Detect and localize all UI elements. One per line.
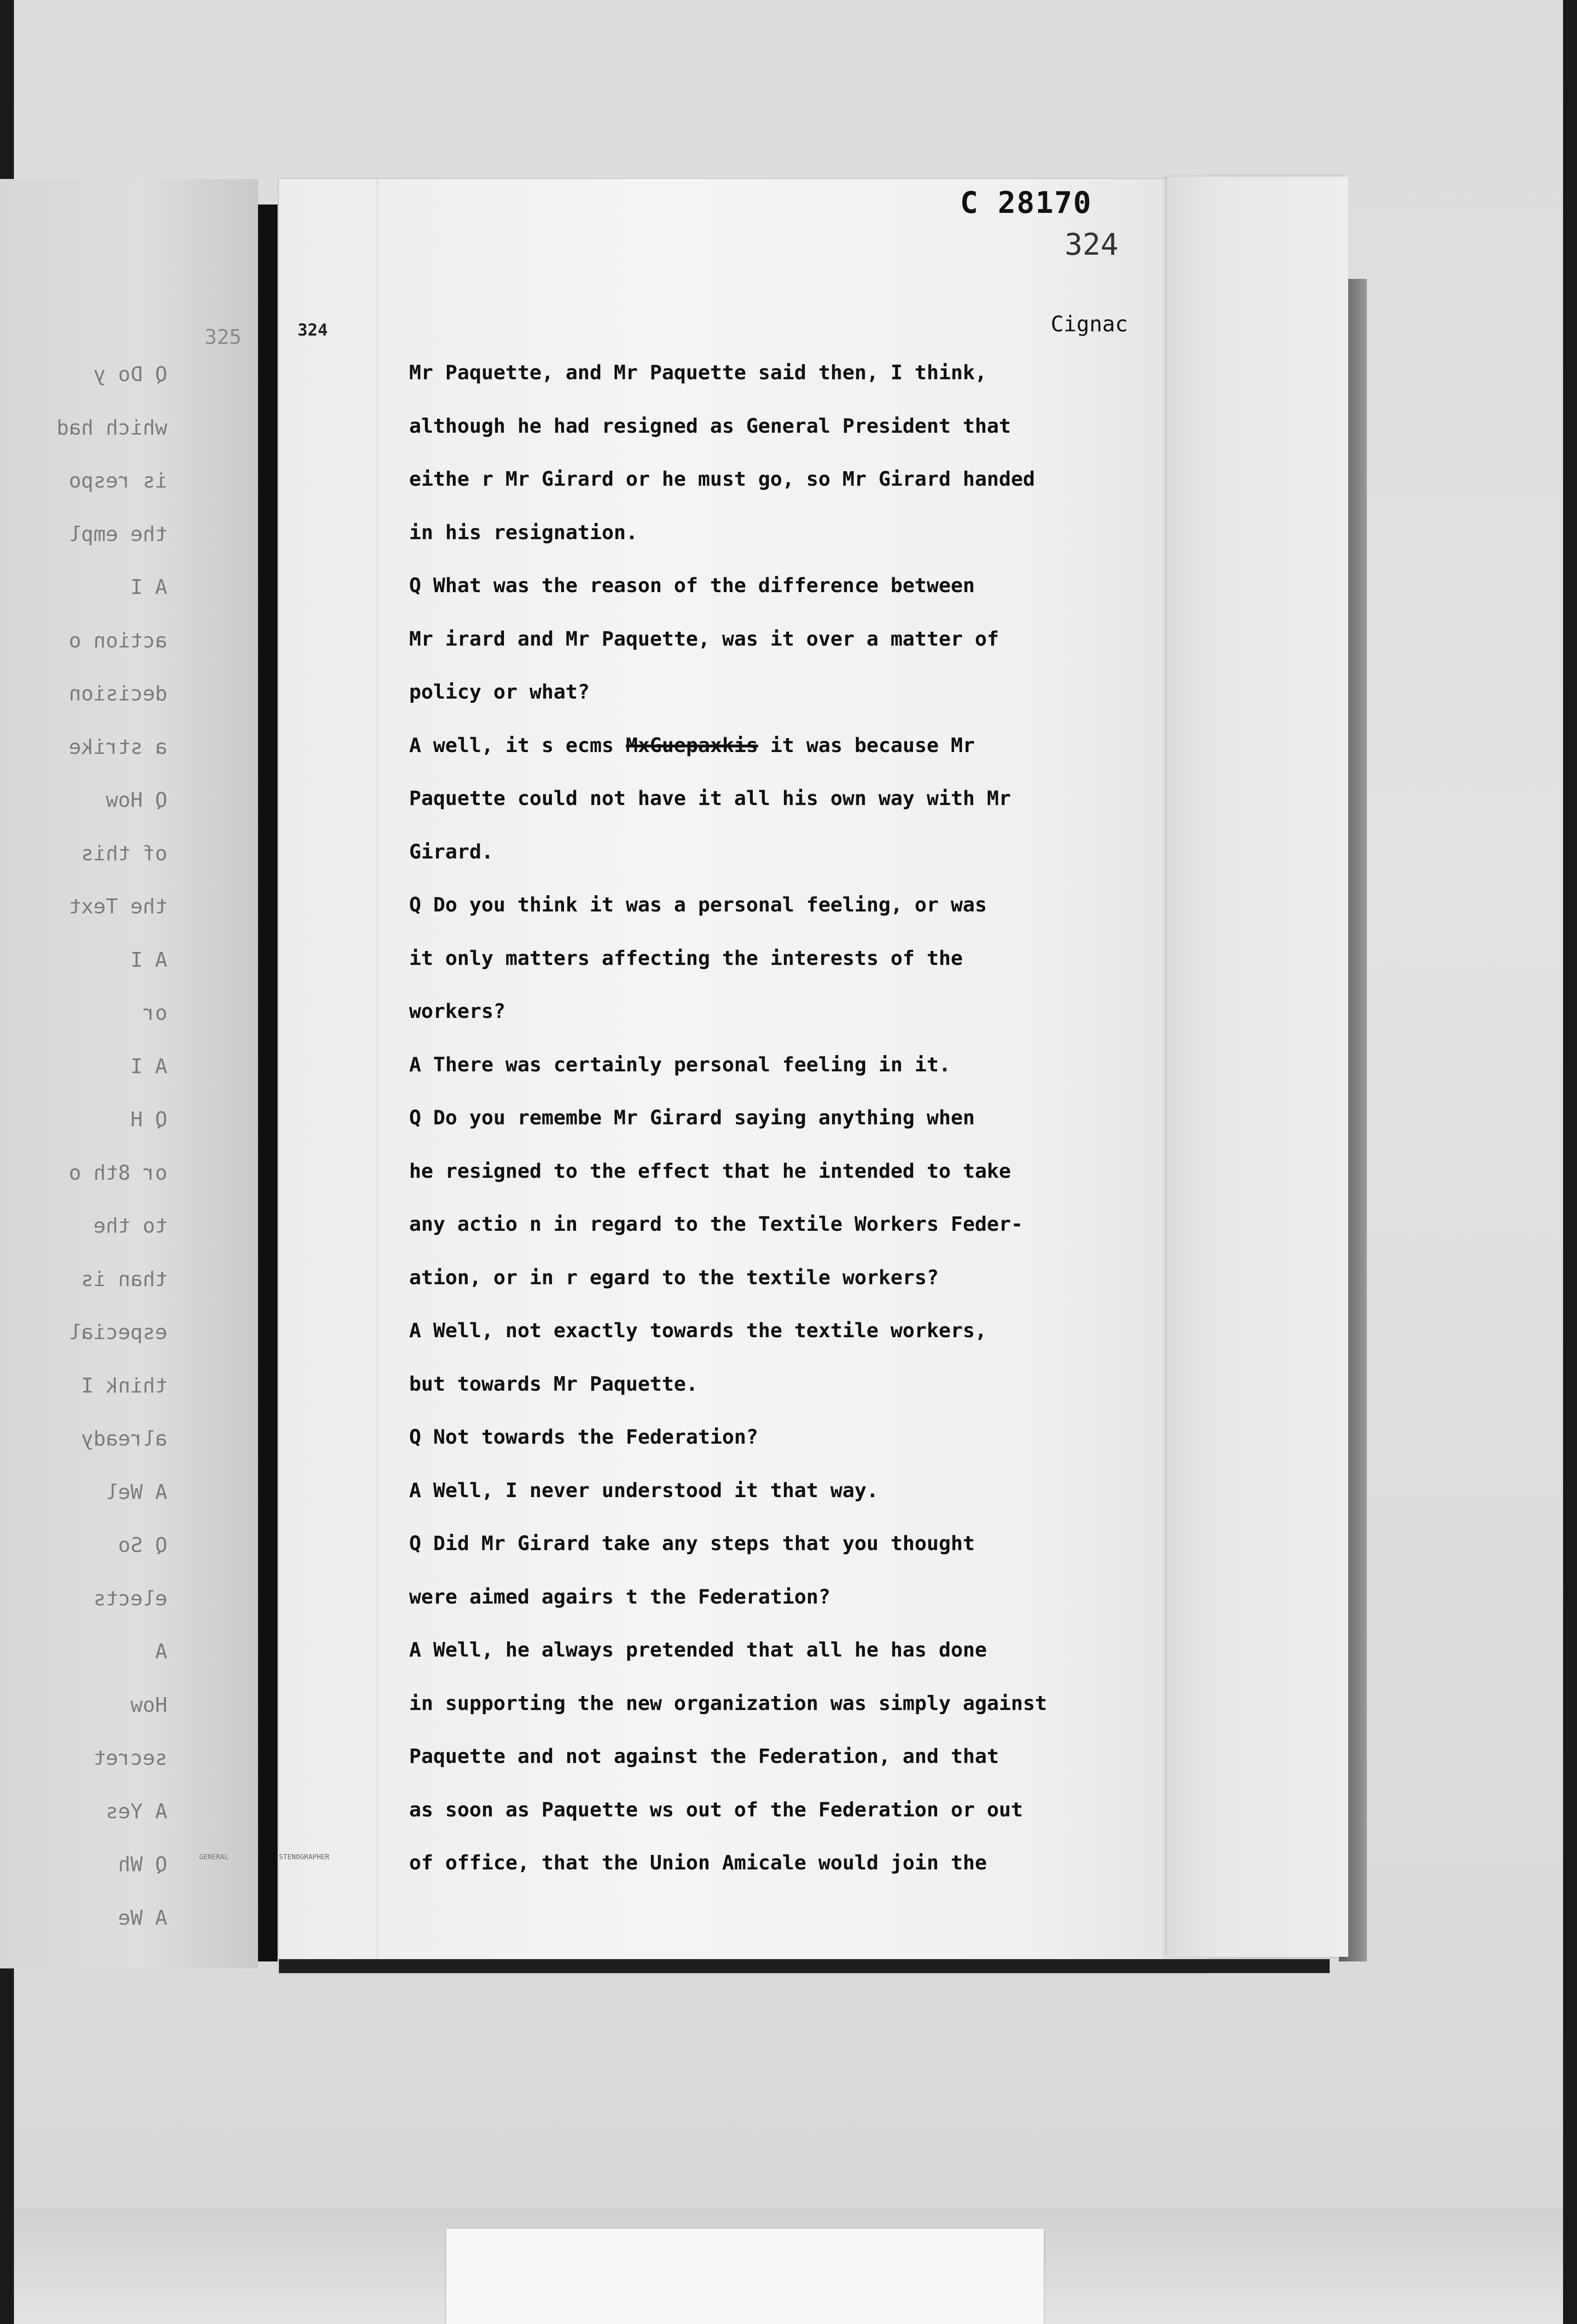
bleed-line: or 8th o — [69, 1161, 167, 1185]
stenographer-stamp: STENOGRAPHER — [279, 1853, 330, 1861]
bleed-line: Q So — [118, 1533, 167, 1557]
bleed-line: action o — [69, 628, 167, 653]
transcript-line: A There was certainly personal feeling in it. — [409, 1053, 951, 1076]
line-end: it was because Mr — [770, 733, 975, 757]
bleed-line: especial — [69, 1320, 167, 1344]
page-number: 324 — [1065, 228, 1119, 262]
margin-rule — [377, 179, 378, 1973]
bleed-line: Q H — [130, 1108, 167, 1131]
witness-name: Cignac — [1051, 311, 1128, 337]
bleed-line: a strike — [69, 735, 167, 759]
transcript-line: Paquette and not against the Federation, and that — [409, 1745, 999, 1768]
transcript-line: but towards Mr Paquette. — [409, 1372, 698, 1396]
transcript-line: it only matters affecting the interests of the — [409, 946, 963, 970]
bleed-line: already — [81, 1427, 167, 1451]
transcript-line: although he had resigned as General President that — [409, 414, 1011, 438]
transcript-line: any actio n in regard to the Textile Workers Feder- — [409, 1213, 1023, 1236]
transcript-line: Mr irard and Mr Paquette, was it over a matter of — [409, 627, 999, 651]
transcript-line: policy or what? — [409, 680, 590, 704]
transcript-line: he resigned to the effect that he intended to take — [409, 1159, 1011, 1183]
transcript-line: Mr Paquette, and Mr Paquette said then, I think, — [409, 361, 987, 384]
transcript-line: Q Do you think it was a personal feeling, or was — [409, 893, 987, 917]
bleed-line: Q How — [106, 788, 167, 812]
book-bottom-edge — [279, 1959, 1330, 1973]
transcript-line: Paquette could not have it all his own way with Mr — [409, 787, 1011, 810]
bleed-line: A Yes — [106, 1799, 167, 1823]
bleed-line: think I — [81, 1373, 167, 1398]
transcript-line: eithe r Mr Girard or he must go, so Mr Girard handed — [409, 468, 1035, 491]
stenographer-stamp-mirrored: GENERAL — [199, 1853, 229, 1861]
transcript-line: Q Did Mr Girard take any steps that you thought — [409, 1532, 975, 1555]
bleed-line: of this — [81, 841, 167, 865]
transcript-line: workers? — [409, 1000, 506, 1023]
bleed-line: to the — [93, 1214, 167, 1238]
transcript-line: Q Not towards the Federation? — [409, 1426, 758, 1449]
bleed-line: A We — [118, 1906, 167, 1930]
facing-page-number: 325 — [205, 325, 242, 349]
transcript-line-with-strike — [409, 719, 1176, 772]
bleed-line: A I — [130, 948, 167, 972]
bleed-line: A I — [130, 1054, 167, 1078]
transcript-line: Q What was the reason of the difference between — [409, 574, 975, 597]
bleed-line: How — [130, 1693, 167, 1717]
transcript-line: as soon as Paquette ws out of the Federation or out — [409, 1798, 1023, 1822]
transcript-line: of office, that the Union Amicale would join the — [409, 1851, 987, 1875]
bleed-line: is respo — [69, 469, 167, 493]
transcript-line: Girard. — [409, 840, 494, 864]
transcript-line: in supporting the new organization was simply against — [409, 1691, 1047, 1715]
film-edge-right — [1563, 0, 1577, 2324]
bleed-line: which had — [56, 416, 167, 440]
transcript-line: were aimed agairs t the Federation? — [409, 1585, 831, 1609]
line-start: A well, it s ecms — [409, 733, 614, 757]
bleed-line: secret — [93, 1746, 167, 1770]
transcript-line: A Well, not exactly towards the textile workers, — [409, 1319, 987, 1342]
bleed-line: A — [155, 1640, 167, 1664]
bleed-line: than is — [81, 1267, 167, 1291]
bleed-line: elects — [93, 1586, 167, 1611]
bleed-line: the Text — [69, 895, 167, 918]
transcript-line: ation, or in r egard to the textile workers? — [409, 1266, 939, 1289]
bleed-line: A Wel — [106, 1480, 167, 1504]
facing-page — [0, 179, 258, 1968]
transcript-line: A Well, I never understood it that way. — [409, 1479, 879, 1502]
bleed-line: Q Wh — [118, 1853, 167, 1876]
transcript-line: in his resignation. — [409, 521, 638, 544]
reference-number: C 28170 — [960, 186, 1092, 220]
bleed-line: Q Do y — [93, 363, 167, 386]
bleed-line: the empl — [69, 522, 167, 546]
bleed-line: or — [143, 1001, 167, 1025]
transcript-line: A Well, he always pretended that all he has done — [409, 1638, 987, 1662]
bleed-line: decision — [69, 682, 167, 706]
transcript-body — [409, 346, 1176, 1890]
collection-label-card — [446, 2229, 1044, 2324]
transcript-line: Q Do you remembe Mr Girard saying anything when — [409, 1106, 975, 1129]
margin-page-number: 324 — [298, 321, 328, 340]
struck-text: MxGuepaxkis — [626, 733, 758, 757]
folded-page-flap — [1167, 177, 1348, 1957]
bleed-line: A I — [130, 575, 167, 599]
